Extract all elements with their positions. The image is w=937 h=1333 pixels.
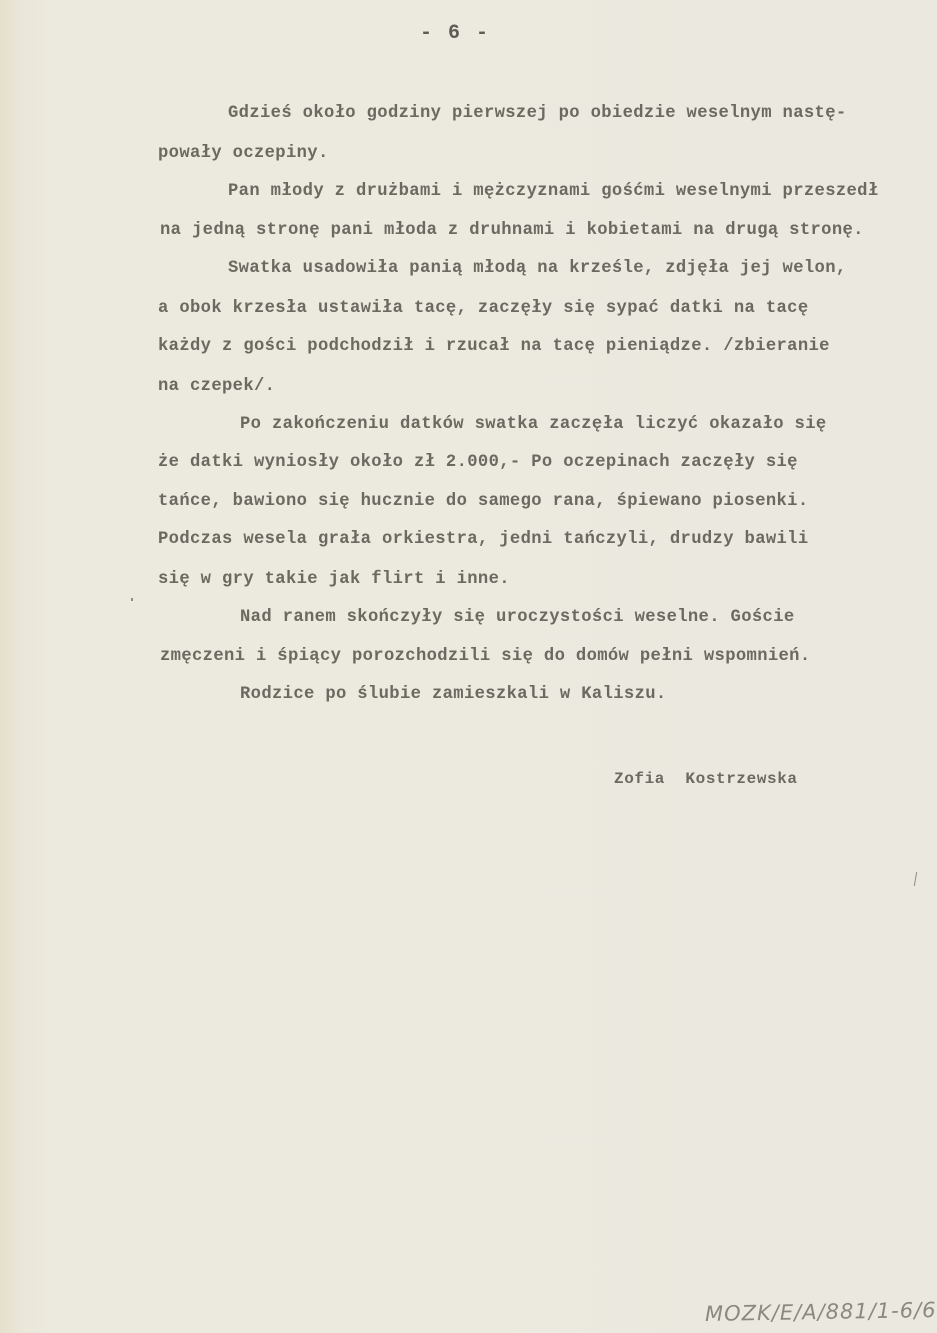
text-line: że datki wyniosły około zł 2.000,- Po oczepinach zaczęły się bbox=[158, 453, 798, 472]
text-line: Podczas wesela grała orkiestra, jedni tańczyli, drudzy bawili bbox=[158, 530, 809, 549]
text-line: się w gry takie jak flirt i inne. bbox=[158, 570, 510, 589]
ink-speck bbox=[131, 598, 133, 601]
text-line: Pan młody z drużbami i mężczyznami gośćmi weselnymi przeszedł bbox=[228, 182, 879, 201]
text-line: zmęczeni i śpiący porozchodzili się do domów pełni wspomnień. bbox=[160, 647, 811, 666]
text-line: każdy z gości podchodził i rzucał na tacę pieniądze. /zbieranie bbox=[158, 337, 830, 356]
text-line: na jedną stronę pani młoda z druhnami i kobietami na drugą stronę. bbox=[160, 221, 864, 240]
text-line: Swatka usadowiła panią młodą na krześle, zdjęła jej welon, bbox=[228, 259, 847, 278]
page-number: - 6 - bbox=[420, 22, 491, 45]
text-line: Po zakończeniu datków swatka zaczęła liczyć okazało się bbox=[240, 415, 827, 434]
pencil-mark bbox=[914, 872, 917, 886]
text-line: Rodzice po ślubie zamieszkali w Kaliszu. bbox=[240, 685, 667, 704]
text-line: Nad ranem skończyły się uroczystości weselne. Goście bbox=[240, 608, 795, 627]
text-line: tańce, bawiono się hucznie do samego rana, śpiewano piosenki. bbox=[158, 492, 809, 511]
text-line: a obok krzesła ustawiła tacę, zaczęły się sypać datki na tacę bbox=[158, 299, 809, 318]
text-line: na czepek/. bbox=[158, 377, 276, 396]
text-line: Gdzieś około godziny pierwszej po obiedzie weselnym nastę- bbox=[228, 104, 847, 123]
text-line: powały oczepiny. bbox=[158, 144, 329, 163]
signature: Zofia Kostrzewska bbox=[614, 770, 798, 788]
archive-reference: MOZK/E/A/881/1-6/6 bbox=[704, 1297, 937, 1327]
